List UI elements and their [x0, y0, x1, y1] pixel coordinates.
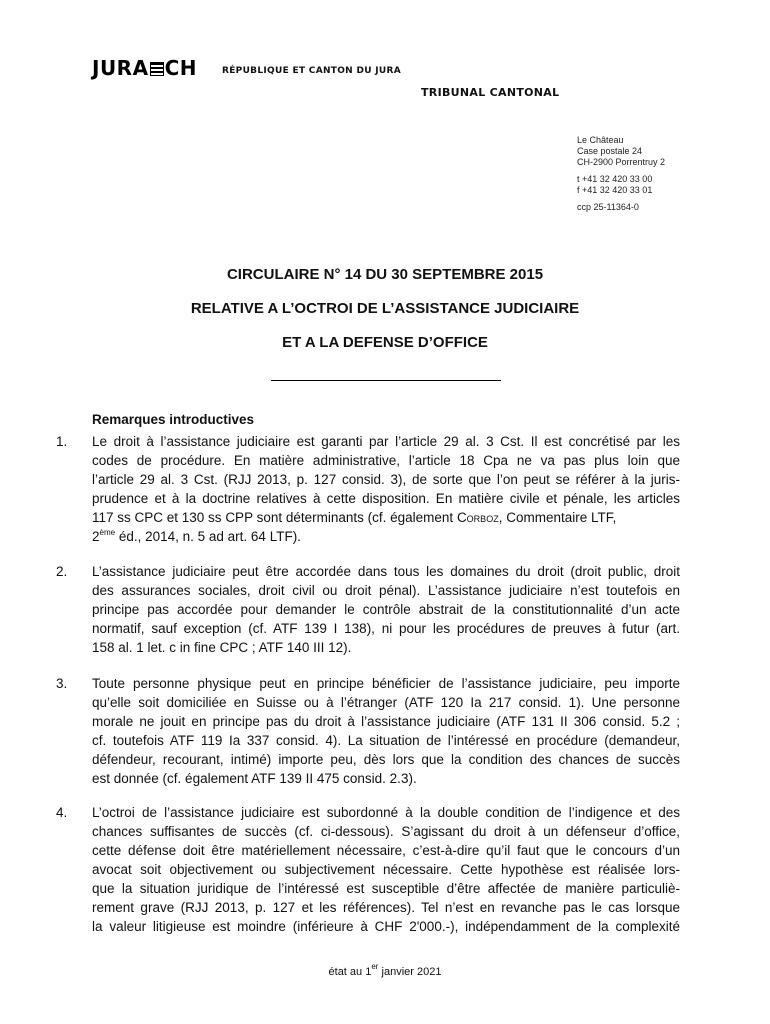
paragraph-line: prudence et à la doctrine relatives à cette disposition. En matière civile et pénale, les articles [92, 491, 680, 506]
paragraph-line: cette défense doit être matériellement nécessaire, c’est-à-dire qu’il faut que le concours d’un [92, 843, 680, 858]
tribunal-label: TRIBUNAL CANTONAL [421, 86, 560, 99]
paragraph-line: qu’elle soit domiciliée en Suisse ou à l’étranger (ATF 120 Ia 217 consid. 1). Une personne [92, 695, 680, 710]
paragraph-line: est donnée (cf. également ATF 139 II 475 consid. 2.3). [92, 771, 417, 786]
paragraph-line: L’assistance judiciaire peut être accordée dans tous les domaines du droit (droit public, droit [92, 564, 680, 579]
text-segment: , Commentaire LTF, [498, 510, 617, 525]
paragraph-line: cf. toutefois ATF 119 Ia 337 consid. 4). La situation de l’intéressé en procédure (demandeur, [92, 733, 680, 748]
paragraph-line: principe pas accordée pour demander le contrôle abstrait de la constitutionnalité d’un acte [92, 602, 680, 617]
address-line: Le Château [577, 135, 624, 145]
paragraph-line: normatif, sauf exception (cf. ATF 139 I 138), ni pour les procédures de preuves à futur (art. [92, 621, 680, 636]
paragraph-line: codes de procédure. En matière administrative, l’article 18 Cpa ne va pas plus loin que [92, 453, 680, 468]
address-block [577, 135, 665, 213]
paragraph-line [92, 527, 680, 546]
document-subtitle-2: ET A LA DEFENSE D’OFFICE [282, 334, 488, 351]
paragraph-line: L’octroi de l’assistance judiciaire est subordonné à la double condition de l’indigence et des [92, 805, 680, 820]
jura-flag-icon [150, 62, 164, 76]
paragraph-number: 3. [56, 676, 68, 691]
text-segment: 117 ss CPC et 130 ss CPP sont déterminants (cf. également [92, 510, 457, 525]
phone-number: t +41 32 420 33 00 [577, 174, 653, 184]
paragraph-number: 2. [56, 564, 68, 579]
paragraph-line: chances suffisantes de succès (cf. ci-dessous). S’agissant du droit à un défenseur d’office, [92, 824, 680, 839]
address-line: Case postale 24 [577, 146, 643, 156]
jura-ch-logo [92, 58, 197, 78]
superscript: er [371, 962, 379, 971]
superscript: ème [99, 528, 116, 537]
document-subtitle: RELATIVE A L’OCTROI DE L’ASSISTANCE JUDICIAIRE [190, 300, 580, 317]
text-segment: éd., 2014, n. 5 ad art. 64 LTF). [115, 529, 301, 544]
page-footer [0, 962, 770, 978]
paragraph-line: la valeur litigieuse est moindre (inférieure à CHF 2'000.-), indépendamment de la complexité [92, 919, 680, 934]
paragraph-line: défendeur, recourant, intimé) importe peu, dès lors que la condition des chances de succès [92, 752, 680, 767]
title-divider [271, 380, 501, 381]
logo-jura-text: JURA [92, 56, 149, 80]
paragraph-line: Le droit à l’assistance judiciaire est garanti par l’article 29 al. 3 Cst. Il est concrétisé par les [92, 434, 680, 449]
paragraph-line: 158 al. 1 let. c in fine CPC ; ATF 140 III 12). [92, 640, 352, 655]
paragraph-line: Toute personne physique peut en principe bénéficier de l’assistance judiciaire, peu importe [92, 676, 680, 691]
author-name: Corboz [456, 510, 499, 525]
paragraph-number: 4. [56, 805, 68, 820]
paragraph-line: l’article 29 al. 3 Cst. (RJJ 2013, p. 127 consid. 3), de sorte que l’on peut se référer à la juris- [92, 472, 680, 487]
document-title: CIRCULAIRE N° 14 DU 30 SEPTEMBRE 2015 [226, 266, 544, 283]
paragraph-line: morale ne jouit en principe pas du droit à l’assistance judiciaire (ATF 131 II 306 consid. 5.2 ; [92, 714, 680, 729]
logo-ch-text: CH [164, 56, 197, 80]
footer-text: janvier 2021 [378, 966, 442, 978]
paragraph-line: que la situation juridique de l’intéressé est susceptible d’être affectée de manière particuliè- [92, 881, 680, 896]
paragraph-number: 1. [56, 434, 68, 449]
postal-account: ccp 25-11364-0 [577, 202, 639, 212]
section-heading: Remarques introductives [92, 412, 255, 427]
paragraph-line [92, 508, 680, 527]
footer-text: état au 1 [328, 966, 372, 978]
paragraph-line: avocat soit objectivement ou subjectivement nécessaire. Cette hypothèse est réalisée lors- [92, 862, 680, 877]
address-line: CH-2900 Porrentruy 2 [577, 157, 666, 167]
paragraph-line: des assurances sociales, droit civil ou droit pénal). L’assistance judiciaire n’est toutefois en [92, 583, 680, 598]
paragraph-line: rement grave (RJJ 2013, p. 127 et les références). Tel n’est en revanche pas le cas lorsque [92, 900, 680, 915]
text-segment: 2 [92, 529, 100, 544]
fax-number: f +41 32 420 33 01 [577, 185, 653, 195]
republic-label: RÉPUBLIQUE ET CANTON DU JURA [222, 66, 402, 76]
